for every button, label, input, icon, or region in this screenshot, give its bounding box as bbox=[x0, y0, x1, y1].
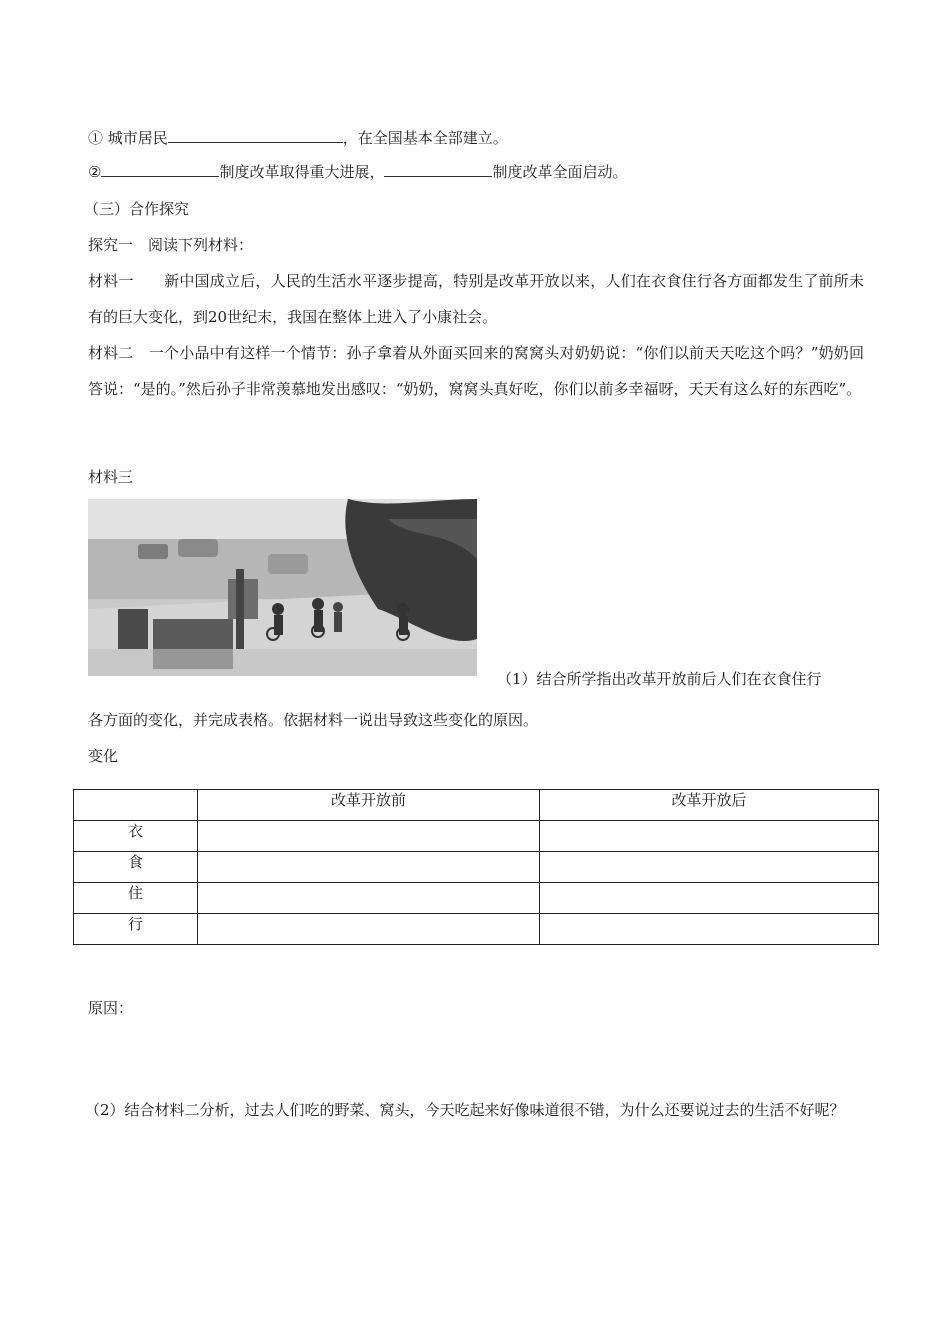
street-traffic-photo bbox=[88, 499, 477, 676]
change-table bbox=[73, 789, 879, 945]
row-label-housing: 住 bbox=[74, 883, 198, 914]
fill-line-1-prefix: ① 城市居民 bbox=[88, 129, 168, 147]
material-3-label: 材料三 bbox=[88, 468, 134, 486]
fill-line-2-prefix: ② bbox=[88, 163, 102, 181]
cell-housing-after[interactable] bbox=[540, 883, 879, 914]
row-label-transport: 行 bbox=[74, 914, 198, 945]
blank-1[interactable] bbox=[168, 128, 343, 143]
street-scene-image bbox=[88, 499, 477, 676]
blank-2[interactable] bbox=[101, 162, 219, 177]
fill-line-2-middle: 制度改革取得重大进展， bbox=[219, 163, 385, 181]
cell-food-before[interactable] bbox=[198, 852, 540, 883]
row-label-clothing: 衣 bbox=[74, 821, 198, 852]
inquiry-title: 探究一 阅读下列材料： bbox=[88, 236, 254, 254]
cell-food-after[interactable] bbox=[540, 852, 879, 883]
material-1: 材料一 新中国成立后，人民的生活水平逐步提高，特别是改革开放以来，人们在衣食住行各方面都发生了前所未有的巨大变化，到20世纪末，我国在整体上进入了小康社会。 bbox=[88, 272, 864, 326]
table-header-before: 改革开放前 bbox=[198, 790, 540, 821]
question-2: （2）结合材料二分析，过去人们吃的野菜、窝头，今天吃起来好像味道很不错，为什么还要说过去的生活不好呢？ bbox=[85, 1101, 845, 1119]
question-1-line-b: 各方面的变化，并完成表格。依据材料一说出导致这些变化的原因。 bbox=[88, 711, 539, 729]
fill-line-1-suffix: ，在全国基本全部建立。 bbox=[342, 129, 508, 147]
table-header-after: 改革开放后 bbox=[540, 790, 879, 821]
change-label: 变化 bbox=[88, 747, 119, 765]
fill-line-1 bbox=[88, 128, 508, 148]
material-2: 材料二 一个小品中有这样一个情节：孙子拿着从外面买回来的窝窝头对奶奶说：“你们以前天天吃这个吗？”奶奶回答说：“是的。”然后孙子非常羡慕地发出感叹：“奶奶，窝窝头真好吃，你们以前多幸福呀，天天有这么好的东西吃”。 bbox=[88, 344, 864, 398]
table-row bbox=[74, 914, 879, 945]
table-header-empty bbox=[74, 790, 198, 821]
cell-clothing-after[interactable] bbox=[540, 821, 879, 852]
fill-line-2 bbox=[88, 162, 627, 182]
table-header-row bbox=[74, 790, 879, 821]
table-row bbox=[74, 821, 879, 852]
cell-housing-before[interactable] bbox=[198, 883, 540, 914]
table-row bbox=[74, 852, 879, 883]
section-title: （三）合作探究 bbox=[84, 200, 190, 218]
fill-line-2-suffix: 制度改革全面启动。 bbox=[492, 163, 628, 181]
cell-clothing-before[interactable] bbox=[198, 821, 540, 852]
blank-3[interactable] bbox=[384, 162, 492, 177]
question-1-line-a: （1）结合所学指出改革开放前后人们在衣食住行 bbox=[497, 670, 822, 688]
reason-label: 原因： bbox=[88, 999, 134, 1017]
row-label-food: 食 bbox=[74, 852, 198, 883]
cell-transport-after[interactable] bbox=[540, 914, 879, 945]
cell-transport-before[interactable] bbox=[198, 914, 540, 945]
table-row bbox=[74, 883, 879, 914]
